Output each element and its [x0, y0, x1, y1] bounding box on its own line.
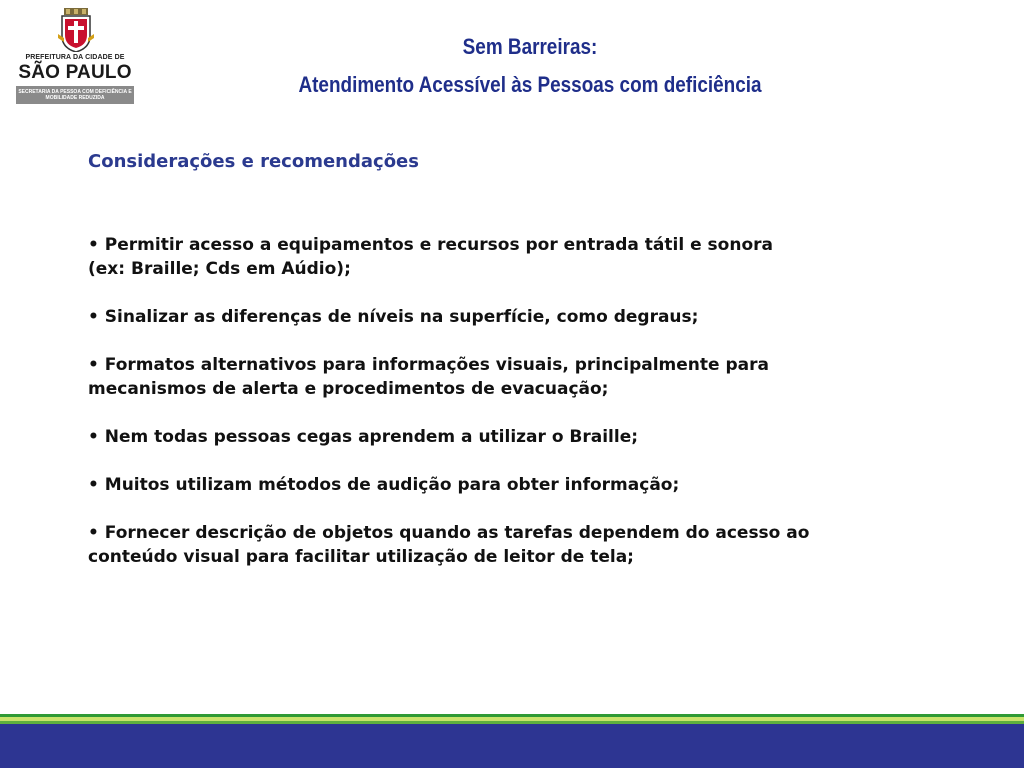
city-crest-icon: [58, 8, 94, 52]
logo-city-name: SÃO PAULO: [18, 62, 132, 83]
title-line-1: Sem Barreiras:: [462, 34, 598, 59]
footer-bar: [0, 724, 1024, 768]
logo-prefeitura-text: PREFEITURA DA CIDADE DE: [25, 54, 125, 61]
page-title: [272, 28, 788, 104]
city-logo: [14, 8, 136, 104]
logo-secretaria-text: SECRETARIA DA PESSOA COM DEFICIÊNCIA E MOBILIDADE REDUZIDA: [16, 86, 134, 104]
bullet-item: • Formatos alternativos para informações visuais, principalmente para mecanismos de alerta e procedimentos de evacuação;: [88, 355, 769, 399]
bullet-item: • Sinalizar as diferenças de níveis na superfície, como degraus;: [88, 307, 699, 327]
title-line-2: Atendimento Acessível às Pessoas com deficiência: [298, 72, 762, 97]
bullet-item: • Permitir acesso a equipamentos e recursos por entrada tátil e sonora (ex: Braille; Cds em Aúdio);: [88, 235, 773, 279]
section-heading: Considerações e recomendações: [88, 151, 419, 172]
bullet-item: • Fornecer descrição de objetos quando as tarefas dependem do acesso ao conteúdo visual para facilitar utilização de leitor de tela;: [88, 523, 810, 567]
bullet-item: • Nem todas pessoas cegas aprendem a utilizar o Braille;: [88, 427, 639, 447]
bullet-list: [88, 233, 968, 593]
bullet-item: • Muitos utilizam métodos de audição para obter informação;: [88, 475, 680, 495]
